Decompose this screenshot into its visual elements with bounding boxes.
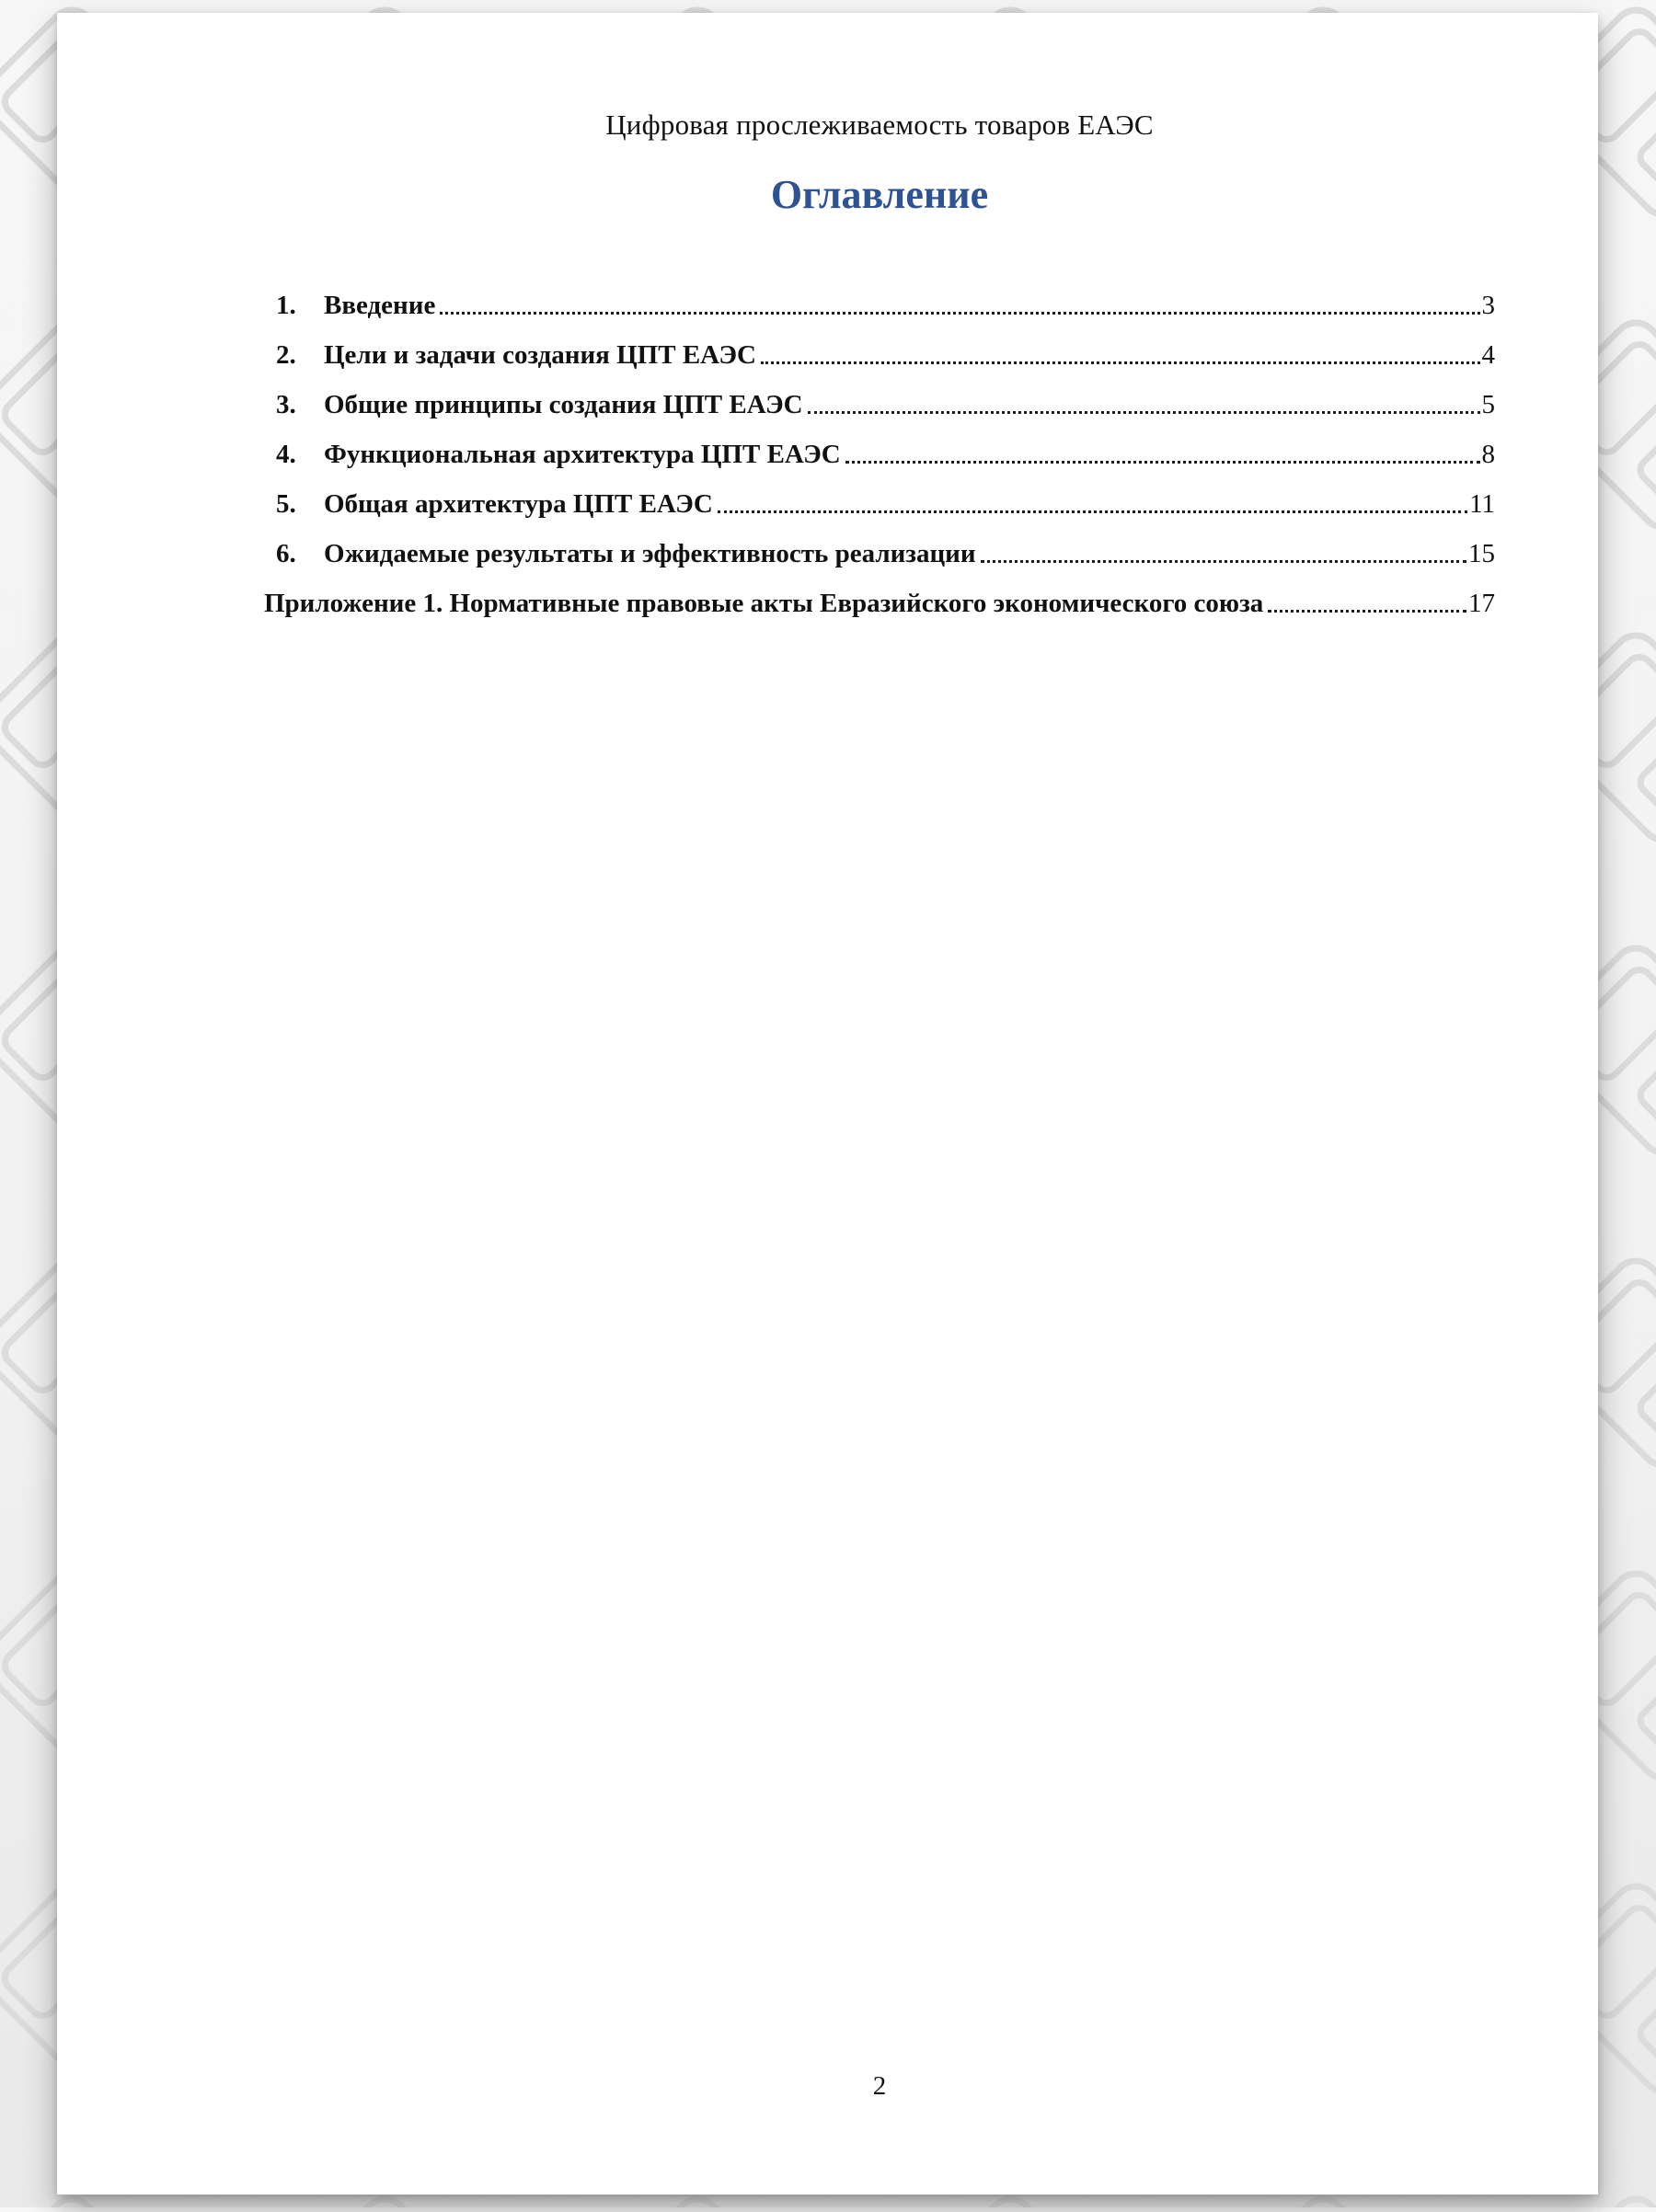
toc-leader-dots	[808, 411, 1480, 414]
page-number: 2	[872, 2071, 887, 2101]
toc-leader-dots	[845, 461, 1480, 464]
toc-entry-label: Цели и задачи создания ЦПТ ЕАЭС	[324, 340, 757, 370]
toc-entry[interactable]	[264, 487, 1495, 521]
toc-entry-page: 11	[1469, 489, 1495, 519]
toc-entry[interactable]	[264, 438, 1495, 471]
toc-entry-page: 15	[1468, 539, 1495, 568]
toc-entry-number: 3.	[276, 390, 296, 419]
toc-entry-label: Введение	[324, 291, 436, 320]
toc-entry-page: 4	[1481, 340, 1495, 370]
table-of-contents	[264, 289, 1495, 620]
toc-entry[interactable]	[264, 537, 1495, 570]
toc-leader-dots	[981, 560, 1466, 563]
toc-entry-number: 5.	[276, 489, 296, 519]
document-page	[57, 13, 1598, 2195]
toc-entry-label: Ожидаемые результаты и эффективность реализации	[324, 539, 976, 568]
toc-entry-page: 17	[1468, 589, 1495, 618]
toc-entry-label: Функциональная архитектура ЦПТ ЕАЭС	[324, 440, 841, 469]
toc-entry[interactable]	[264, 289, 1495, 322]
toc-leader-dots	[761, 361, 1479, 364]
toc-entry-label: Общие принципы создания ЦПТ ЕАЭС	[324, 390, 803, 419]
toc-entry-label: Общая архитектура ЦПТ ЕАЭС	[324, 489, 713, 519]
document-header: Цифровая прослеживаемость товаров ЕАЭС	[605, 109, 1154, 141]
toc-entry-page: 3	[1481, 291, 1495, 320]
toc-leader-dots	[440, 312, 1479, 315]
toc-entry-number: 6.	[276, 539, 296, 568]
toc-entry-number: 1.	[276, 291, 296, 320]
toc-leader-dots	[718, 510, 1467, 513]
toc-entry[interactable]	[264, 388, 1495, 421]
toc-entry-number: 4.	[276, 440, 296, 469]
toc-entry-page: 8	[1481, 440, 1495, 469]
toc-entry-number: 2.	[276, 340, 296, 370]
toc-leader-dots	[1268, 610, 1466, 613]
toc-entry-appendix[interactable]	[264, 587, 1495, 620]
toc-title: Оглавление	[770, 172, 989, 217]
toc-entry[interactable]	[264, 338, 1495, 372]
document-content	[264, 13, 1495, 2195]
toc-entry-page: 5	[1481, 390, 1495, 419]
toc-entry-label: Приложение 1. Нормативные правовые акты Евразийского экономического союза	[264, 589, 1264, 618]
